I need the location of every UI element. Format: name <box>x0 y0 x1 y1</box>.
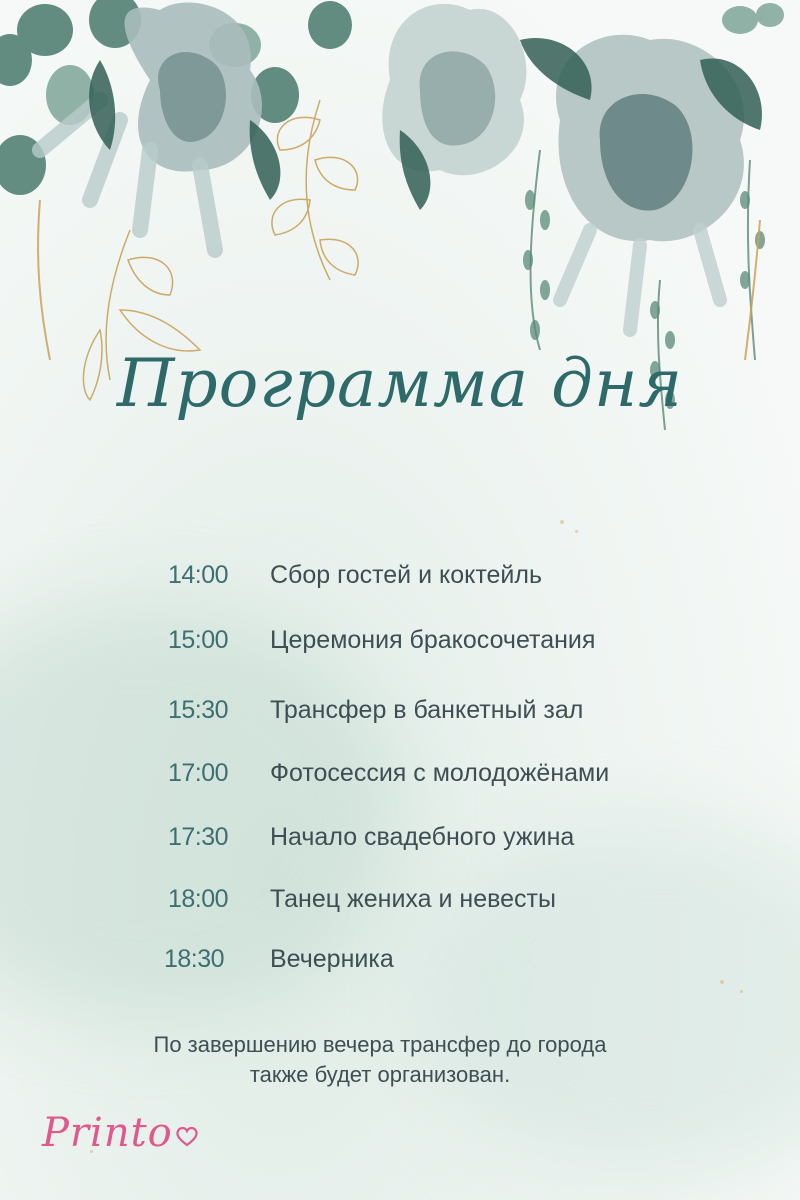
schedule-row <box>0 879 800 919</box>
schedule-time: 15:30 <box>167 696 229 724</box>
schedule-row <box>0 555 800 595</box>
schedule-event: Фотосессия с молодожёнами <box>270 759 610 787</box>
page-title: Программа дня <box>116 345 684 422</box>
schedule-row <box>0 620 800 660</box>
schedule-event: Танец жениха и невесты <box>270 885 556 913</box>
schedule-event: Вечерника <box>270 945 394 973</box>
schedule-time: 14:00 <box>167 561 229 589</box>
schedule-event: Сбор гостей и коктейль <box>270 561 542 589</box>
heart-icon <box>175 1125 199 1147</box>
schedule-time: 18:00 <box>167 885 229 913</box>
printo-logo <box>42 1110 199 1156</box>
transfer-note: По завершению вечера трансфер до города также будет организован. <box>153 1032 607 1087</box>
schedule-time: 18:30 <box>163 945 225 973</box>
schedule-event: Начало свадебного ужина <box>270 823 575 851</box>
schedule-time: 17:30 <box>167 823 229 851</box>
schedule-row <box>0 753 800 793</box>
schedule-event: Трансфер в банкетный зал <box>270 696 584 724</box>
schedule-row <box>0 817 800 857</box>
schedule-time: 17:00 <box>167 759 229 787</box>
schedule-row <box>0 690 800 730</box>
logo-text: Printo <box>42 1110 173 1156</box>
schedule-event: Церемония бракосочетания <box>270 626 596 654</box>
schedule-time: 15:00 <box>167 626 229 654</box>
schedule-row <box>0 939 800 979</box>
